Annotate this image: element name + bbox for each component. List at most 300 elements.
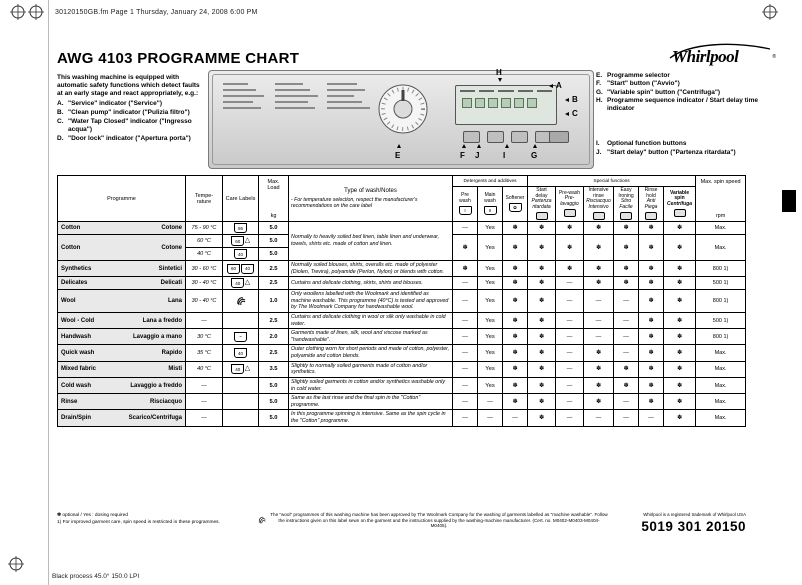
symbol-cell: ✽ — [453, 235, 478, 261]
indicator-item — [57, 135, 207, 143]
symbol-cell: ✽ — [639, 261, 664, 277]
symbol-cell: Yes — [478, 377, 503, 393]
table-row — [58, 394, 746, 410]
legend-item-key: J. — [596, 148, 602, 156]
group-header-special-functions: Special functions — [528, 176, 696, 187]
symbol-cell: ✽ — [528, 394, 556, 410]
wash-type-note: Curtains and delicate clothing in wool or silk only washable in cold water. — [289, 313, 453, 329]
notes-title: Type of wash/Notes — [344, 188, 397, 194]
symbol-cell: ✽ — [528, 222, 556, 235]
wash-tub-icon: 40 — [234, 249, 247, 259]
care-labels-cell — [223, 277, 259, 290]
symbol-cell: — — [478, 394, 503, 410]
symbol-cell: — — [453, 377, 478, 393]
max-load-cell: 2.5 — [259, 345, 289, 361]
woolmark-icon — [258, 512, 266, 528]
callout-j: J — [475, 151, 480, 160]
legend-item — [596, 149, 772, 156]
care-labels-cell — [223, 410, 259, 426]
wash-tub-icon: 60 — [231, 236, 244, 246]
programme-name-it: Lana — [167, 298, 182, 305]
col-header-pre-wash-function: Pre-wash Pre-lavaggio — [556, 187, 584, 222]
spin-speed-cell: Max. — [696, 235, 746, 261]
symbol-cell: ✽ — [528, 329, 556, 345]
max-load-cell: 2.5 — [259, 277, 289, 290]
woolmark-note — [258, 512, 608, 529]
start-button-graphic — [549, 131, 569, 143]
display-led — [514, 98, 524, 108]
care-labels-cell — [223, 248, 259, 261]
symbol-cell: — — [453, 345, 478, 361]
symbol-cell: — — [453, 290, 478, 313]
programme-cell — [58, 345, 186, 361]
programme-name-it: Cotone — [161, 225, 182, 231]
programme-cell — [58, 329, 186, 345]
max-load-cell: 2.5 — [259, 261, 289, 277]
symbol-cell: — — [614, 394, 639, 410]
symbol-cell: — — [556, 277, 584, 290]
registration-mark — [8, 556, 24, 572]
spin-speed-cell: Max. — [696, 361, 746, 377]
programme-cell — [58, 313, 186, 329]
col-header-main-wash-detergent: Main wash II — [478, 187, 503, 222]
col-header-care-labels: Care Labels — [223, 176, 259, 222]
table-row — [58, 345, 746, 361]
symbol-cell: — — [584, 329, 614, 345]
symbol-cell: Yes — [478, 290, 503, 313]
wash-type-note: Normally to heavily soiled bed linen, table linen and underwear, towels, shirts etc. made of cotton and linen. — [289, 222, 453, 261]
notes-subtitle: - For temperature selection, respect the manufacturer's recommendations on the care label — [291, 197, 418, 209]
callout-g: G — [531, 151, 538, 160]
callout-e: E — [395, 151, 401, 160]
handwash-icon: ~ — [234, 332, 247, 342]
care-labels-cell — [223, 329, 259, 345]
display-led — [475, 98, 485, 108]
print-process-note: Black process 45.0° 150.0 LPI — [52, 573, 140, 580]
legend-item-key: G. — [596, 88, 603, 96]
symbol-cell: ✽ — [503, 377, 528, 393]
symbol-cell: ✽ — [584, 377, 614, 393]
option-button — [487, 131, 504, 143]
col-header-softener: Softener ✿ — [503, 187, 528, 222]
panel-legend-list — [596, 72, 772, 156]
table-row — [58, 277, 746, 290]
symbol-cell: — — [614, 329, 639, 345]
max-load-cell: 5.0 — [259, 235, 289, 248]
wash-type-note: In this programme spinning is intensive. Same as the spin cycle in the "Cotton" programme. — [289, 410, 453, 426]
programme-name-it: Delicati — [160, 280, 182, 287]
symbol-cell: ✽ — [664, 235, 696, 261]
symbol-cell: ✽ — [503, 313, 528, 329]
indicator-item-label: "Service" indicator ("Service") — [68, 100, 162, 108]
panel-text-line — [275, 95, 318, 97]
indicator-item-label: "Door lock" indicator ("Apertura porta") — [68, 134, 191, 142]
symbol-cell: — — [614, 290, 639, 313]
symbol-cell: — — [584, 410, 614, 426]
symbol-cell: ✽ — [528, 261, 556, 277]
temperature-cell: 60 °C — [186, 235, 223, 248]
display-label-bar — [537, 90, 552, 92]
max-load-cell: 5.0 — [259, 394, 289, 410]
option-buttons — [463, 131, 552, 143]
symbol-cell: ✽ — [503, 261, 528, 277]
symbol-cell: — — [556, 290, 584, 313]
safety-intro — [57, 74, 207, 143]
legend-item-label: "Start" button ("Avvio") — [607, 80, 680, 88]
symbol-cell: ✽ — [453, 261, 478, 277]
callout-i: I — [503, 151, 506, 160]
table-row — [58, 377, 746, 393]
panel-text-line — [275, 89, 310, 91]
programme-name-it: Lavaggio a freddo — [130, 382, 182, 389]
display-indicator-leds — [456, 92, 556, 108]
table-row — [58, 290, 746, 313]
indicator-item — [57, 100, 207, 108]
col-header-start-delay: Start delay Partenza ritardata — [528, 187, 556, 222]
arrow-up-icon — [533, 144, 537, 148]
symbol-cell: Yes — [478, 345, 503, 361]
programme-table-body — [58, 222, 746, 427]
option-button — [511, 131, 528, 143]
programme-name-it: Sintetici — [158, 265, 182, 272]
panel-text-line — [327, 107, 370, 109]
spin-restriction-footnote: 1) For improved garment care, spin speed is restricted in these programmes. — [57, 519, 220, 525]
programme-name-en: Wool — [61, 298, 76, 305]
bleach-triangle-icon: △ — [244, 237, 251, 244]
symbol-cell: ✽ — [503, 345, 528, 361]
symbol-cell: ✽ — [664, 313, 696, 329]
symbol-cell: ✽ — [528, 235, 556, 261]
symbol-cell: ✽ — [503, 361, 528, 377]
programme-cell — [58, 261, 186, 277]
programme-name-it: Cotone — [161, 244, 182, 251]
symbol-cell: — — [556, 377, 584, 393]
bleach-triangle-icon: △ — [244, 279, 251, 287]
symbol-cell: ✽ — [556, 222, 584, 235]
symbol-cell: ✽ — [614, 277, 639, 290]
symbol-cell: — — [584, 313, 614, 329]
temperature-cell: 30 - 40 °C — [186, 290, 223, 313]
symbol-cell: Yes — [478, 277, 503, 290]
spin-speed-cell: 500 1) — [696, 277, 746, 290]
programme-name-en: Wool - Cold — [61, 317, 95, 324]
symbol-cell: ✽ — [664, 329, 696, 345]
legend-item-key: F. — [596, 80, 602, 88]
symbol-cell: — — [556, 329, 584, 345]
rinse-hold-button-icon — [645, 212, 657, 220]
callout-a: A — [556, 81, 562, 90]
programme-cell — [58, 222, 186, 235]
symbol-cell: — — [478, 410, 503, 426]
programme-name-it: Lana a freddo — [142, 317, 182, 324]
spin-speed-cell: Max. — [696, 394, 746, 410]
temperature-cell: — — [186, 377, 223, 393]
pre-wash-compartment-icon: I — [459, 206, 472, 215]
col-header-pre-wash-detergent: Pre wash I — [453, 187, 478, 222]
col-header-rinse-hold: Rinse hold Anti Piega — [639, 187, 664, 222]
symbol-cell: — — [639, 410, 664, 426]
max-load-label: Max. Load — [267, 178, 280, 191]
programme-name-en: Cotton — [61, 244, 81, 251]
brand-name: Whirlpool — [672, 47, 739, 66]
symbol-cell: Yes — [478, 329, 503, 345]
woolmark-text: The "wool" programmes of this washing machine has been approved by The Woolmark Company for the washing of garments labelled as "machine washable". Follow the instructions given on this label sewn on the garment and the instructions supplied by the washing-machine manufacturer. (Cert. no. M0402-M0403-M0404-M0405). — [270, 512, 608, 529]
spin-speed-cell: 500 1) — [696, 313, 746, 329]
legend-item-key: E. — [596, 72, 603, 79]
page-title: AWG 4103 PROGRAMME CHART — [57, 50, 300, 67]
table-row — [58, 222, 746, 235]
symbol-cell: ✽ — [584, 394, 614, 410]
panel-text-line — [223, 107, 261, 109]
symbol-cell: ✽ — [664, 290, 696, 313]
option-button — [463, 131, 480, 143]
symbol-cell: — — [453, 361, 478, 377]
legend-item-label: Optional function buttons — [607, 140, 687, 148]
symbol-cell: — — [556, 313, 584, 329]
panel-text-line — [223, 89, 256, 91]
symbol-cell: — — [453, 222, 478, 235]
programme-selector-dial — [377, 83, 429, 135]
indicator-item-key: A. — [57, 100, 64, 108]
symbol-cell: ✽ — [639, 222, 664, 235]
max-load-cell: 5.0 — [259, 410, 289, 426]
wash-type-note: Slightly soiled garments in cotton and/or synthetics washable only in cold water. — [289, 377, 453, 393]
panel-text-line — [223, 95, 264, 97]
bleach-triangle-icon: △ — [244, 365, 251, 373]
symbol-cell: ✽ — [528, 313, 556, 329]
wash-type-note: Same as the last rinse and the final spin in the "Cotton" programme. — [289, 394, 453, 410]
intensive-rinse-button-icon — [593, 212, 605, 220]
display-label-bar — [518, 90, 533, 92]
dial-pointer — [402, 90, 405, 101]
display-led — [527, 98, 537, 108]
care-labels-cell — [223, 313, 259, 329]
symbol-cell: — — [453, 329, 478, 345]
symbol-cell: ✽ — [584, 277, 614, 290]
symbol-cell: — — [453, 410, 478, 426]
legend-item — [596, 89, 772, 96]
group-header-detergents: Detergents and additives — [453, 176, 528, 187]
programme-name-it: Misti — [168, 366, 182, 373]
symbol-cell: ✽ — [503, 235, 528, 261]
max-load-cell: 1.0 — [259, 290, 289, 313]
care-labels-cell — [223, 222, 259, 235]
wash-type-note: Curtains and delicate clothing, skirts, shirts and blouses. — [289, 277, 453, 290]
arrow-left-icon — [565, 98, 569, 102]
symbol-cell: ✽ — [664, 410, 696, 426]
programme-name-it: Rapido — [161, 350, 182, 357]
display-label-bar — [479, 90, 494, 92]
temperature-cell: 75 - 90 °C — [186, 222, 223, 235]
symbol-cell: ✽ — [528, 410, 556, 426]
panel-text-line — [275, 101, 308, 103]
main-wash-compartment-icon: II — [484, 206, 497, 215]
table-row — [58, 313, 746, 329]
callout-h: H — [496, 68, 502, 77]
panel-text-line — [327, 101, 362, 103]
programme-name-en: Mixed fabric — [61, 366, 97, 373]
spin-speed-cell: Max. — [696, 410, 746, 426]
temperature-cell: 40 °C — [186, 248, 223, 261]
temperature-cell: — — [186, 410, 223, 426]
symbol-cell: ✽ — [584, 222, 614, 235]
programme-name-it: Lavaggio a mano — [132, 333, 182, 340]
display-led — [501, 98, 511, 108]
symbol-cell: ✽ — [528, 345, 556, 361]
symbol-cell: — — [584, 290, 614, 313]
symbol-cell: ✽ — [528, 361, 556, 377]
programme-cell — [58, 290, 186, 313]
programme-table-wrap — [57, 175, 746, 427]
wash-tub-icon: 40 — [234, 348, 247, 358]
programme-name-en: Drain/Spin — [61, 414, 92, 421]
programme-name-en: Handwash — [61, 333, 92, 340]
legend-item-label: "Variable spin" button ("Centrifuga") — [607, 88, 721, 96]
symbol-cell: — — [614, 345, 639, 361]
symbol-cell: ✽ — [614, 235, 639, 261]
symbol-cell: — — [556, 361, 584, 377]
part-number: 5019 301 20150 — [641, 519, 746, 534]
panel-text-line — [275, 83, 303, 85]
arrow-up-icon — [462, 144, 466, 148]
legend-item — [596, 80, 772, 87]
symbol-cell: ✽ — [503, 329, 528, 345]
publishing-info — [606, 512, 746, 534]
symbol-cell: ✽ — [639, 329, 664, 345]
symbol-cell: ✽ — [664, 394, 696, 410]
col-header-max-load — [259, 176, 289, 222]
woolmark-care-icon — [236, 299, 246, 305]
col-header-notes — [289, 176, 453, 222]
symbol-cell: ✽ — [556, 235, 584, 261]
legend-item — [596, 97, 772, 112]
max-load-cell: 2.0 — [259, 329, 289, 345]
programme-name-en: Rinse — [61, 398, 78, 405]
softener-compartment-icon: ✿ — [509, 203, 522, 212]
symbol-cell: — — [614, 313, 639, 329]
footnotes — [57, 513, 242, 526]
registration-square — [782, 190, 796, 212]
care-labels-cell — [223, 361, 259, 377]
spin-speed-cell: Max. — [696, 377, 746, 393]
programme-name-en: Cotton — [61, 225, 81, 231]
programme-name-en: Synthetics — [61, 265, 92, 272]
wash-type-note: Only woollens labelled with the Woolmark and identified as machine washable. This programme (40°C) is tested and approved by The Woolmark Company for handwashable wool. — [289, 290, 453, 313]
programme-table — [57, 175, 746, 427]
panel-text-line — [327, 89, 365, 91]
trademark-note: Whirlpool is a registered trademark of Whirlpool USA — [643, 512, 746, 517]
symbol-cell: Yes — [478, 313, 503, 329]
wash-tub-icon: 40 — [231, 278, 244, 288]
spin-speed-cell: Max. — [696, 345, 746, 361]
temperature-cell: 30 - 60 °C — [186, 261, 223, 277]
symbol-cell: ✽ — [639, 394, 664, 410]
callout-c: C — [572, 109, 578, 118]
callout-b: B — [572, 95, 578, 104]
programme-name-en: Cold wash — [61, 382, 92, 389]
display-phase-labels — [456, 86, 556, 92]
max-load-cell: 5.0 — [259, 377, 289, 393]
symbol-cell: — — [453, 394, 478, 410]
symbol-cell: ✽ — [664, 261, 696, 277]
symbol-cell: ✽ — [664, 377, 696, 393]
symbol-cell: — — [503, 410, 528, 426]
table-row — [58, 361, 746, 377]
whirlpool-logo — [666, 40, 776, 70]
symbol-cell: Yes — [478, 222, 503, 235]
symbol-cell: Yes — [478, 235, 503, 261]
col-header-programme: Programme — [58, 176, 186, 222]
panel-text-line — [275, 107, 315, 109]
symbol-cell: — — [556, 410, 584, 426]
programme-sequence-display — [455, 85, 557, 125]
programme-names-text — [221, 83, 371, 149]
care-labels-cell — [223, 235, 259, 248]
symbol-cell: ✽ — [614, 377, 639, 393]
symbol-cell: ✽ — [503, 394, 528, 410]
symbol-cell: ✽ — [614, 361, 639, 377]
indicator-item — [57, 118, 207, 134]
table-row — [58, 261, 746, 277]
symbol-cell: ✽ — [528, 290, 556, 313]
symbol-cell: ✽ — [639, 235, 664, 261]
temperature-cell: 30 °C — [186, 329, 223, 345]
programme-cell — [58, 394, 186, 410]
symbol-cell: ✽ — [614, 222, 639, 235]
display-label-bar — [498, 90, 513, 92]
temperature-cell: 35 °C — [186, 345, 223, 361]
wash-type-note: Normally soiled blouses, shirts, overalls etc. made of polyester (Diolen, Trevira), polyamide (Perlon, Nylon) or blends with cotton. — [289, 261, 453, 277]
symbol-cell: ✽ — [639, 277, 664, 290]
legend-item-key: I. — [596, 140, 600, 148]
wash-tub-icon: 60 — [227, 264, 240, 274]
care-labels-cell — [223, 394, 259, 410]
care-labels-cell — [223, 261, 259, 277]
legend-item-label: Programme sequence indicator / Start delay time indicator — [607, 97, 758, 112]
wash-tub-icon: 40 — [231, 364, 244, 374]
symbol-cell: — — [453, 313, 478, 329]
panel-text-line — [223, 101, 253, 103]
symbol-cell: — — [453, 277, 478, 290]
registration-mark — [10, 4, 26, 20]
variable-spin-button-icon — [674, 209, 686, 217]
easy-ironing-button-icon — [620, 212, 632, 220]
print-job-header: 30120150GB.fm Page 1 Thursday, January 24, 2008 6:00 PM — [55, 9, 258, 16]
col-header-intensive-rinse: Intensive rinse Risciacquo Intensivo — [584, 187, 614, 222]
symbol-cell: ✽ — [528, 377, 556, 393]
symbol-cell: ✽ — [639, 345, 664, 361]
symbol-cell: ✽ — [503, 290, 528, 313]
arrow-left-icon — [549, 84, 553, 88]
indicator-item — [57, 109, 207, 117]
crop-line — [48, 0, 49, 585]
registration-mark — [28, 4, 44, 20]
symbol-cell: ✽ — [664, 277, 696, 290]
spin-speed-cell: 800 1) — [696, 290, 746, 313]
table-row — [58, 410, 746, 426]
start-delay-button-icon — [536, 212, 548, 220]
arrow-left-icon — [565, 112, 569, 116]
programme-cell — [58, 377, 186, 393]
programme-name-it: Scarico/Centrifuga — [128, 414, 182, 421]
table-row — [58, 329, 746, 345]
symbol-cell: ✽ — [664, 222, 696, 235]
indicator-item-label: "Clean pump" indicator ("Pulizia filtro") — [68, 109, 190, 117]
symbol-cell: ✽ — [584, 235, 614, 261]
wash-type-note: Garments made of linen, silk, wool and viscose marked as "handwashable". — [289, 329, 453, 345]
indicator-item-key: B. — [57, 109, 64, 117]
programme-name-en: Delicates — [61, 280, 88, 287]
